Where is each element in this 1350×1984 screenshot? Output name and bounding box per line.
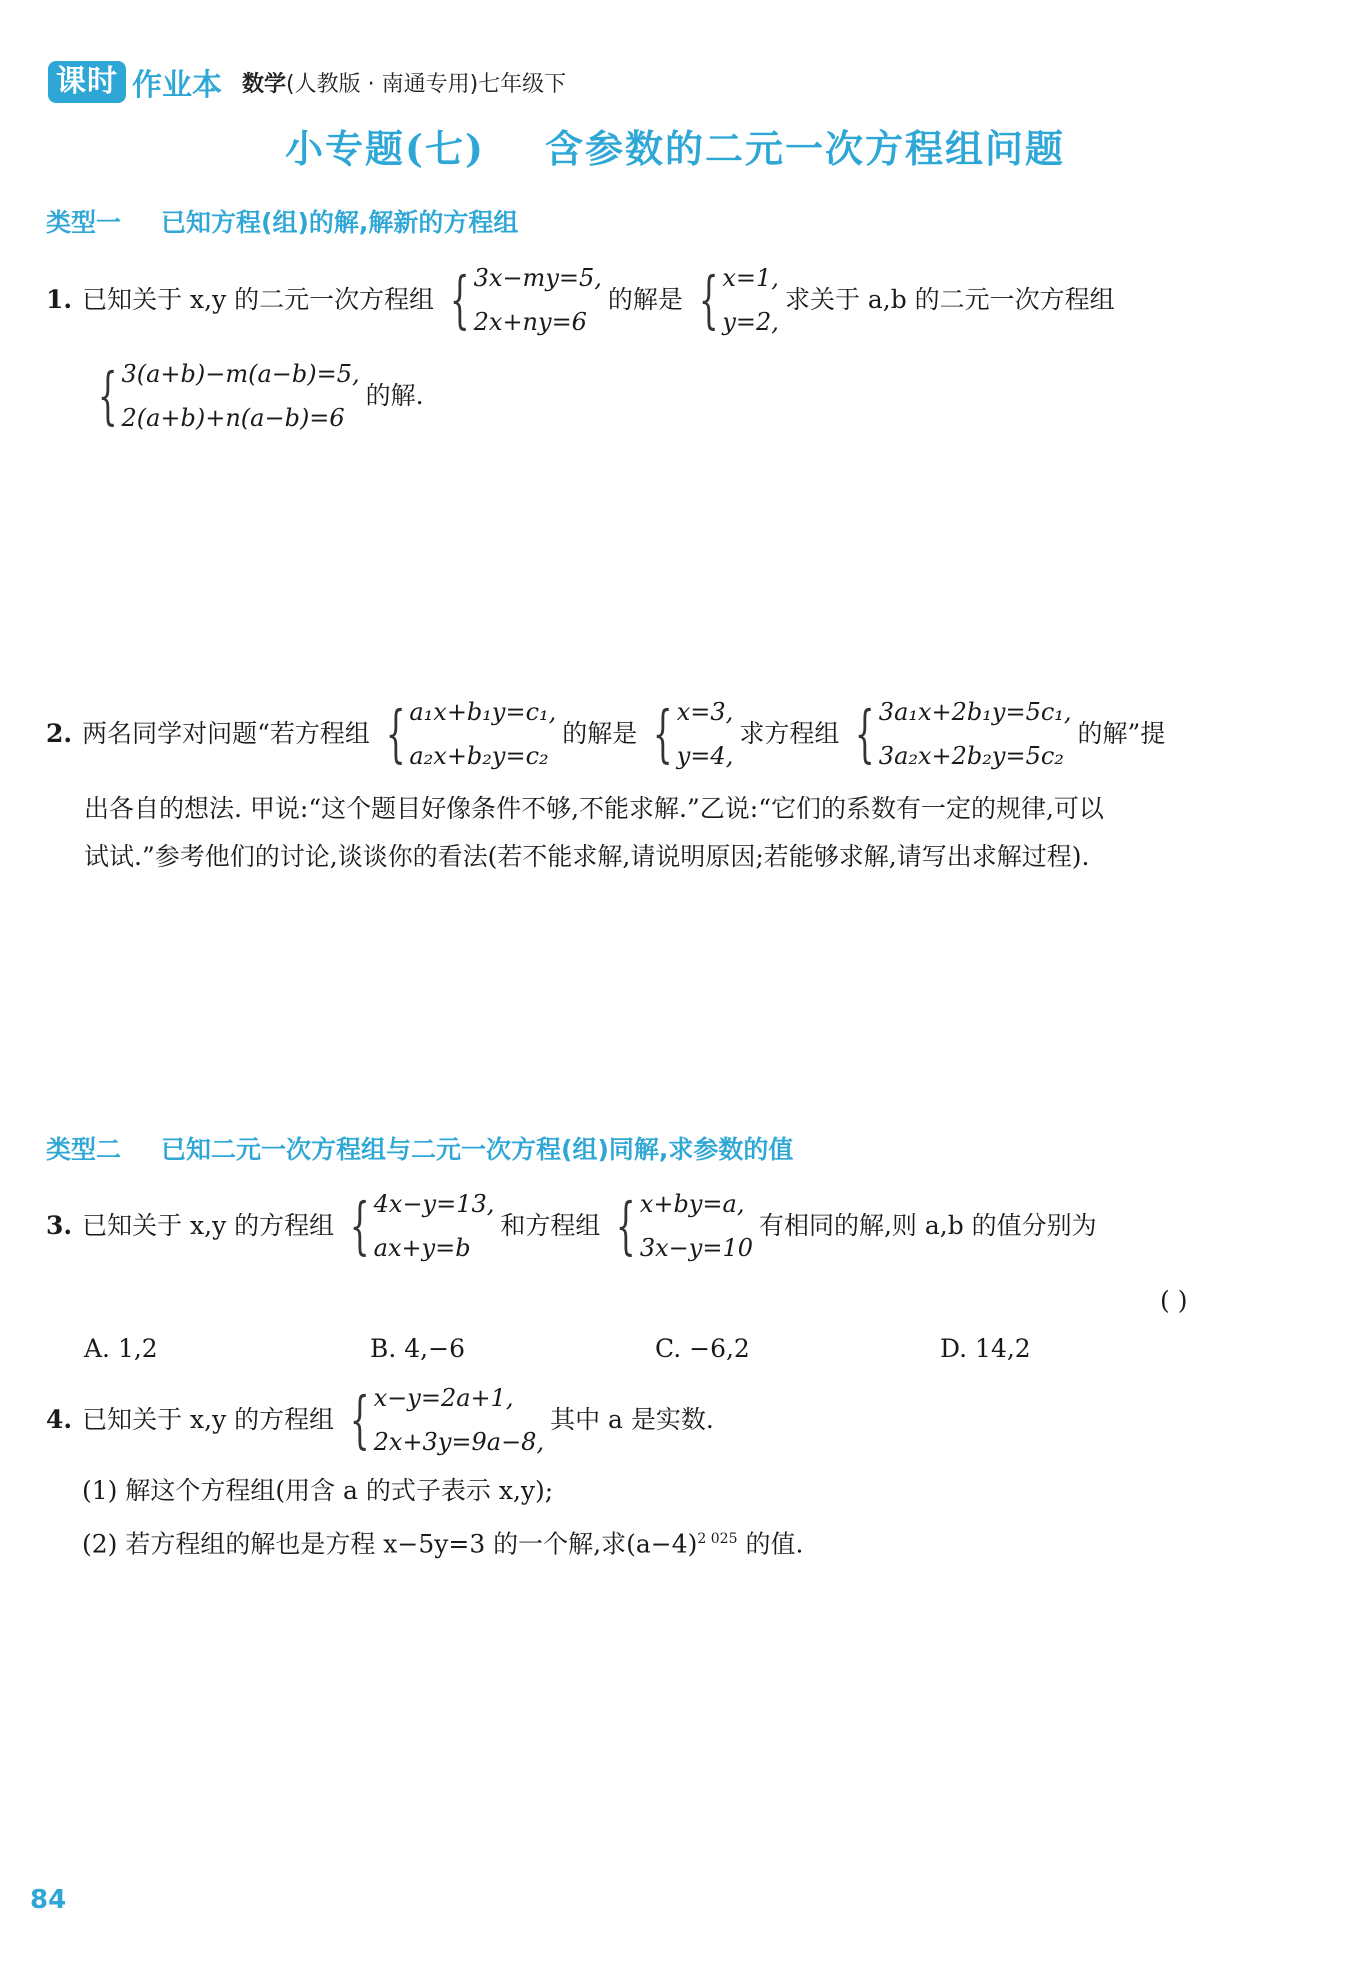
equation-system: { x=1, y=2, [689, 256, 779, 344]
question-text: 求方程组 [739, 719, 840, 748]
question-3-line-1 [46, 1182, 1097, 1270]
equation-system: { x+by=a, 3x−y=10 [606, 1182, 753, 1270]
sub-2-text: (2) 若方程组的解也是方程 x−5y=3 的一个解,求(a−4) [82, 1529, 698, 1559]
question-text: 求关于 a,b 的二元一次方程组 [784, 285, 1115, 314]
question-2-line-1 [46, 690, 1165, 778]
question-number: 4. [46, 1405, 73, 1434]
equation: 2(a+b)+n(a−b)=6 [121, 404, 345, 432]
equation-system: { a₁x+b₁y=c₁, a₂x+b₂y=c₂ [376, 690, 556, 778]
question-text: 两名同学对问题“若方程组 [82, 719, 370, 748]
equation: x=1, [722, 264, 779, 292]
question-text: 其中 a 是实数. [550, 1405, 714, 1434]
equation-system: { x−y=2a+1, 2x+3y=9a−8, [340, 1376, 544, 1464]
equation-system: { 3(a+b)−m(a−b)=5, 2(a+b)+n(a−b)=6 [88, 352, 360, 440]
question-text: 已知关于 x,y 的方程组 [82, 1211, 335, 1240]
page-number: 84 [30, 1885, 67, 1915]
equation: 3(a+b)−m(a−b)=5, [121, 360, 360, 388]
question-number: 2. [46, 719, 73, 748]
equation: 2x+ny=6 [473, 308, 587, 336]
question-text: 和方程组 [500, 1211, 601, 1240]
question-text: 有相同的解,则 a,b 的值分别为 [758, 1211, 1097, 1240]
equation: 2x+3y=9a−8, [373, 1428, 545, 1456]
question-text: 已知关于 x,y 的二元一次方程组 [82, 285, 435, 314]
equation: y=4, [676, 742, 734, 770]
equation: 3a₂x+2b₂y=5c₂ [878, 742, 1064, 770]
equation: 3a₁x+2b₁y=5c₁, [878, 698, 1072, 726]
section-tag: 类型一 [46, 208, 122, 237]
equation: a₂x+b₂y=c₂ [409, 742, 549, 770]
equation-system: { x=3, y=4, [643, 690, 733, 778]
equation: 3x−my=5, [473, 264, 602, 292]
section-text: 已知二元一次方程组与二元一次方程(组)同解,求参数的值 [161, 1135, 794, 1164]
question-text: 的解”提 [1077, 719, 1166, 748]
question-text: 已知关于 x,y 的方程组 [82, 1405, 335, 1434]
header-brand [48, 58, 566, 106]
equation: y=2, [722, 308, 779, 336]
question-1-line-1 [46, 256, 1115, 344]
option-a[interactable]: A. 1,2 [84, 1334, 158, 1363]
equation-system: { 4x−y=13, ax+y=b [340, 1182, 494, 1270]
question-number: 1. [46, 285, 73, 314]
title-right: 含参数的二元一次方程组问题 [544, 126, 1065, 171]
option-c[interactable]: C. −6,2 [655, 1334, 750, 1363]
question-2-line-2: 出各自的想法. 甲说:“这个题目好像条件不够,不能求解.”乙说:“它们的系数有一定的规律,可以 [84, 794, 1104, 823]
equation-system: { 3a₁x+2b₁y=5c₁, 3a₂x+2b₂y=5c₂ [845, 690, 1071, 778]
question-text: 的解是 [562, 719, 638, 748]
question-number: 3. [46, 1211, 73, 1240]
equation: 4x−y=13, [373, 1190, 495, 1218]
equation: a₁x+b₁y=c₁, [409, 698, 557, 726]
question-2-line-3: 试试.”参考他们的讨论,谈谈你的看法(若不能求解,请说明原因;若能够求解,请写出求解过程). [84, 842, 1090, 871]
section-heading-2 [46, 1130, 793, 1166]
equation-system: { 3x−my=5, 2x+ny=6 [440, 256, 602, 344]
sub-2-tail: 的值. [737, 1529, 804, 1559]
section-text: 已知方程(组)的解,解新的方程组 [161, 208, 519, 237]
edition-label: (人教版 · 南通专用)七年级下 [286, 71, 567, 97]
question-4-line-1 [46, 1376, 714, 1464]
page-title [0, 118, 1350, 173]
subject-label: 数学 [242, 71, 287, 97]
brand-name: 作业本 [132, 68, 222, 103]
section-tag: 类型二 [46, 1135, 122, 1164]
question-1-line-2 [82, 352, 424, 440]
equation: x=3, [676, 698, 734, 726]
equation: x−y=2a+1, [373, 1384, 514, 1412]
equation: 3x−y=10 [639, 1234, 753, 1262]
question-text: 的解. [365, 381, 424, 410]
question-text: 的解是 [607, 285, 683, 314]
section-heading-1 [46, 203, 518, 239]
option-b[interactable]: B. 4,−6 [370, 1334, 465, 1363]
exponent: 2 025 [697, 1531, 738, 1547]
question-4-sub-1: (1) 解这个方程组(用含 a 的式子表示 x,y); [82, 1476, 554, 1505]
option-d[interactable]: D. 14,2 [940, 1334, 1031, 1363]
answer-blank[interactable]: ( ) [1160, 1286, 1188, 1315]
equation: ax+y=b [373, 1234, 471, 1262]
equation: x+by=a, [639, 1190, 745, 1218]
title-left: 小专题(七) [285, 126, 485, 171]
brand-badge: 课时 [48, 61, 126, 103]
question-4-sub-2 [82, 1522, 803, 1561]
